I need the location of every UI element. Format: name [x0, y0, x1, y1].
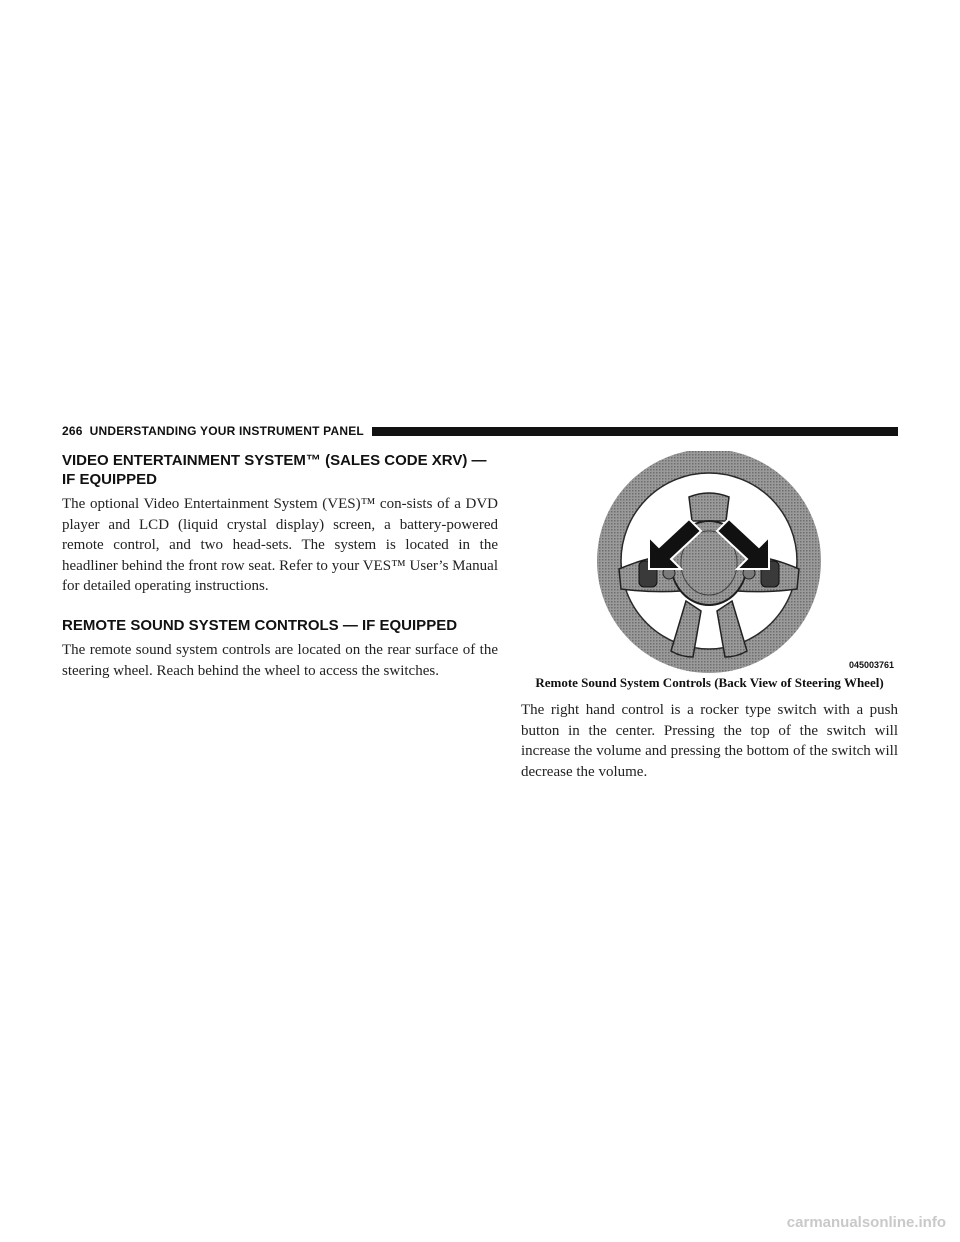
- section-title: UNDERSTANDING YOUR INSTRUMENT PANEL: [89, 424, 364, 438]
- section-video-entertainment: [62, 451, 498, 597]
- section-heading: VIDEO ENTERTAINMENT SYSTEM™ (SALES CODE XRV) — IF EQUIPPED: [62, 452, 487, 488]
- section-heading: REMOTE SOUND SYSTEM CONTROLS — IF EQUIPPED: [62, 616, 458, 634]
- watermark: carmanualsonline.info: [786, 1214, 946, 1231]
- page-header: [62, 423, 898, 439]
- section-body: The optional Video Entertainment System (VES)™ con-sists of a DVD player and LCD (liquid crystal display) screen, a battery-powered remote control, and two head-sets. The system is located in the headliner behind the front row seat. Refer to your VES™ User’s Manual for detailed operating instructions.: [62, 496, 498, 595]
- section-remote-sound-controls: [62, 616, 498, 681]
- page-number: 266: [62, 424, 83, 438]
- header-rule: [372, 427, 898, 436]
- figure-code: 045003761: [848, 660, 894, 670]
- steering-wheel-icon: [521, 451, 898, 673]
- right-column: [521, 451, 898, 782]
- figure-caption: Remote Sound System Controls (Back View of Steering Wheel): [535, 675, 884, 690]
- steering-wheel-figure: [521, 451, 898, 673]
- section-body: The remote sound system controls are located on the rear surface of the steering wheel. Reach behind the wheel to access the switches.: [62, 641, 498, 679]
- right-hand-control-paragraph: The right hand control is a rocker type switch with a push button in the center. Pressing the top of the switch will increase the volume and pressing the bottom of the switch will decrease the volume.: [521, 702, 898, 780]
- left-column: [62, 451, 498, 681]
